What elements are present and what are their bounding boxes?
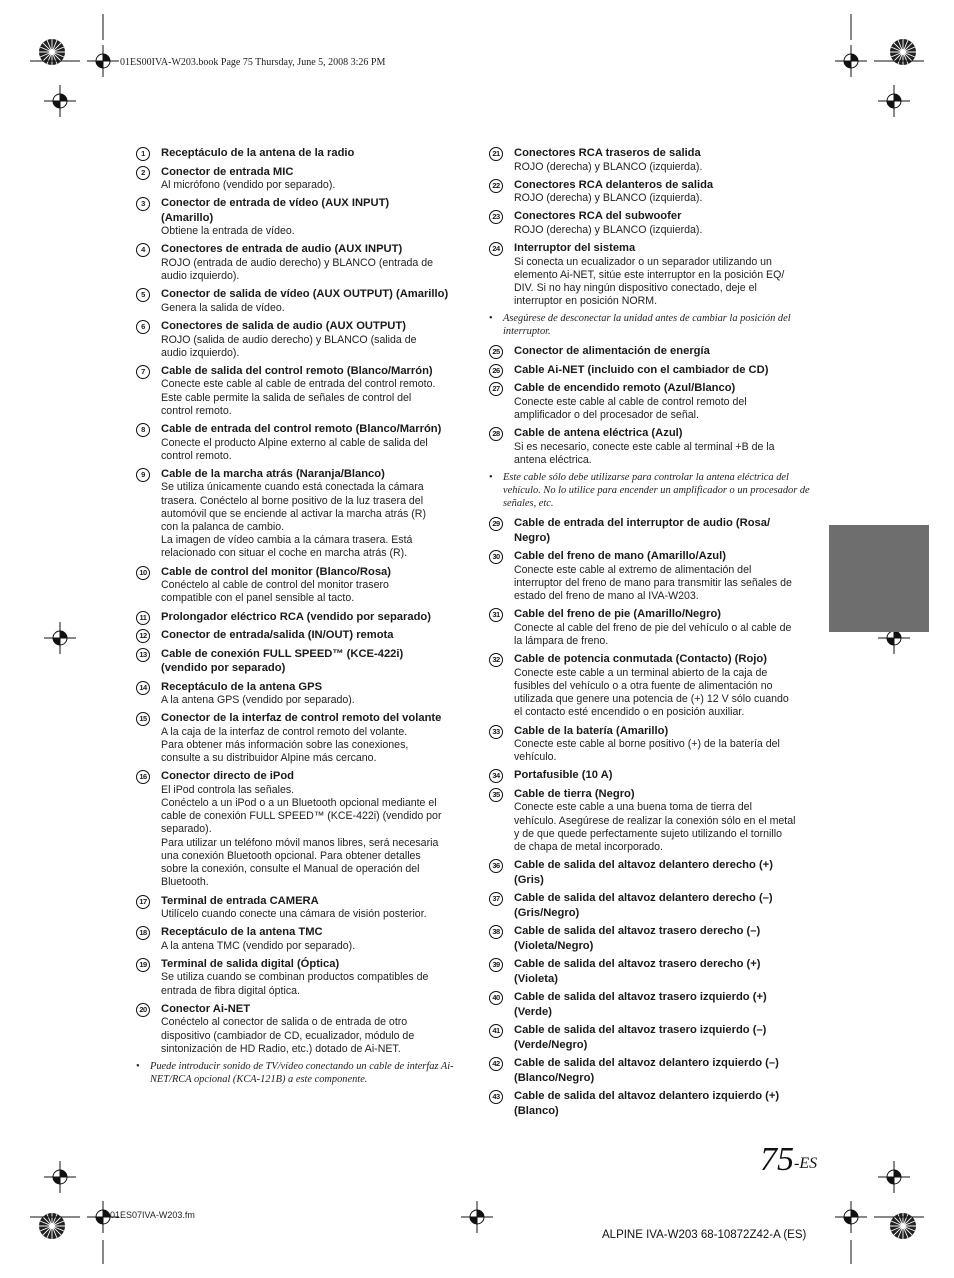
page-number: 75 [760, 1141, 794, 1178]
list-item [136, 565, 466, 606]
note-bullet: • [489, 472, 493, 484]
list-item [489, 241, 819, 308]
item-number-badge: 40 [489, 991, 503, 1005]
item-title: Conector de entrada/salida (IN/OUT) remota [161, 629, 394, 642]
item-number-badge: 25 [489, 345, 503, 359]
item-title: Cable de potencia conmutada (Contacto) (Rojo) [514, 653, 767, 666]
list-item [136, 319, 466, 360]
item-title: Cable de salida del altavoz trasero izquierdo (+) (Verde) [514, 991, 767, 1018]
item-number-badge: 6 [136, 320, 150, 334]
item-description: ROJO (salida de audio derecho) y BLANCO (salida de audio izquierdo). [161, 333, 417, 359]
item-description: ROJO (derecha) y BLANCO (izquierda). [514, 223, 703, 236]
item-title: Portafusible (10 A) [514, 769, 613, 782]
item-title: Receptáculo de la antena GPS [161, 680, 323, 693]
item-number-badge: 27 [489, 382, 503, 396]
list-item [136, 242, 466, 283]
item-title: Cable del freno de mano (Amarillo/Azul) [514, 550, 726, 563]
list-item [489, 990, 819, 1019]
item-number-badge: 24 [489, 242, 503, 256]
item-title: Receptáculo de la antena TMC [161, 926, 323, 939]
item-title: Cable de antena eléctrica (Azul) [514, 427, 683, 440]
list-item [489, 768, 819, 783]
left-column [136, 146, 466, 1092]
list-item [136, 146, 466, 161]
list-item [136, 422, 466, 463]
item-title: Cable de salida del control remoto (Blanco/Marrón) [161, 364, 433, 377]
item-number-badge: 30 [489, 550, 503, 564]
item-number-badge: 28 [489, 427, 503, 441]
item-number-badge: 16 [136, 770, 150, 784]
item-title: Cable de entrada del interruptor de audio (Rosa/ Negro) [514, 517, 771, 544]
list-item [136, 711, 466, 765]
item-number-badge: 20 [136, 1003, 150, 1017]
item-number-badge: 11 [136, 611, 150, 625]
item-number-badge: 2 [136, 166, 150, 180]
item-title: Cable de encendido remoto (Azul/Blanco) [514, 382, 736, 395]
list-item [489, 891, 819, 920]
item-description: Conéctelo al cable de control del monitor trasero compatible con el panel sensible al tacto. [161, 579, 389, 605]
item-title: Cable de salida del altavoz trasero derecho (–) (Violeta/Negro) [514, 925, 761, 952]
item-description: El iPod controla las señales. Conéctelo a un iPod o a un Bluetooth opcional mediante el cable de conexión FULL SPEED™ (KCE-422i) (vendido por separado). Para utilizar un teléfono móvil manos libres, será necesaria una conexión Bluetooth opcional. Para obtener detalles sobre la conexión, consulte el Manual de operación del Bluetooth. [161, 783, 442, 889]
book-header-line: 01ES00IVA-W203.book Page 75 Thursday, June 5, 2008 3:26 PM [120, 57, 386, 68]
list-item [489, 957, 819, 986]
item-description: Al micrófono (vendido por separado). [161, 179, 336, 191]
item-number-badge: 17 [136, 895, 150, 909]
note-bullet: • [489, 313, 493, 325]
item-title: Cable de salida del altavoz delantero izquierdo (–) (Blanco/Negro) [514, 1057, 779, 1084]
item-number-badge: 34 [489, 769, 503, 783]
item-title: Cable de tierra (Negro) [514, 787, 635, 800]
item-title: Conector Ai-NET [161, 1002, 251, 1015]
item-description: Conecte este cable al extremo de alimentación del interruptor del freno de mano para transmitir las señales de estado del freno de mano al IVA-W203. [514, 563, 792, 603]
item-number-badge: 22 [489, 179, 503, 193]
list-item [489, 924, 819, 953]
list-item [489, 381, 819, 422]
item-title: Conectores de entrada de audio (AUX INPUT) [161, 243, 403, 256]
item-title: Cable Ai-NET (incluido con el cambiador de CD) [514, 363, 769, 376]
item-number-badge: 13 [136, 648, 150, 662]
list-item [489, 787, 819, 854]
item-title: Cable del freno de pie (Amarillo/Negro) [514, 608, 722, 621]
item-number-badge: 12 [136, 629, 150, 643]
right-column [489, 146, 819, 1122]
item-number-badge: 1 [136, 147, 150, 161]
page-suffix: -ES [794, 1155, 818, 1172]
item-title: Cable de conexión FULL SPEED™ (KCE-422i) (vendido por separado) [161, 647, 404, 675]
item-description: Conecte al cable del freno de pie del vehículo o al cable de la lámpara de freno. [514, 621, 792, 648]
footer-model-line: ALPINE IVA-W203 68-10872Z42-A (ES) [602, 1229, 807, 1241]
list-item [136, 957, 466, 998]
right-note-1-text: Asegúrese de desconectar la unidad antes de cambiar la posición del interruptor. [503, 313, 791, 338]
fm-file-label: 01ES07IVA-W203.fm [110, 1210, 195, 1220]
list-item [489, 178, 819, 206]
item-title: Cable de la batería (Amarillo) [514, 724, 669, 737]
item-description: Si conecta un ecualizador o un separador utilizando un elemento Ai-NET, sitúe este interruptor en la posición EQ/ DIV. Si no hay ningún dispositivo conectado, deje el interruptor en posición NORM. [514, 255, 785, 308]
list-item [489, 607, 819, 648]
list-item [136, 628, 466, 643]
item-title: Conectores de salida de audio (AUX OUTPUT) [161, 320, 406, 333]
list-item [489, 516, 819, 545]
list-item [489, 146, 819, 174]
item-description: Se utiliza cuando se combinan productos compatibles de entrada de fibra digital óptica. [161, 971, 429, 997]
item-title: Terminal de entrada CAMERA [161, 894, 319, 907]
list-item [489, 363, 819, 378]
item-number-badge: 10 [136, 566, 150, 580]
item-title: Cable de salida del altavoz delantero derecho (+) (Gris) [514, 859, 773, 886]
item-title: Cable de control del monitor (Blanco/Rosa) [161, 565, 391, 578]
item-title: Conector de entrada de vídeo (AUX INPUT) (Amarillo) [161, 197, 390, 224]
item-description: A la caja de la interfaz de control remoto del volante. Para obtener más información sobre las conexiones, consulte a su distribuidor Alpine más cercano. [161, 725, 409, 765]
item-description: Genera la salida de vídeo. [161, 301, 285, 314]
item-number-badge: 41 [489, 1024, 503, 1038]
right-item-list-c [489, 516, 819, 1118]
item-description: Obtiene la entrada de vídeo. [161, 225, 295, 238]
item-description: Si es necesario, conecte este cable al terminal +B de la antena eléctrica. [514, 440, 775, 467]
item-title: Interruptor del sistema [514, 242, 636, 255]
item-description: Conecte este cable a una buena toma de tierra del vehículo. Asegúrese de realizar la conexión sólo en el metal y de que quede perfectamente sujeto utilizando el tornillo de chapa de metal incorporado. [514, 801, 796, 854]
item-number-badge: 43 [489, 1090, 503, 1104]
item-number-badge: 33 [489, 725, 503, 739]
item-number-badge: 14 [136, 681, 150, 695]
list-item [136, 769, 466, 889]
item-title: Conector de entrada MIC [161, 165, 294, 178]
item-description: Conecte este cable al borne positivo (+) de la batería del vehículo. [514, 738, 780, 764]
item-title: Receptáculo de la antena de la radio [161, 147, 355, 159]
list-item [136, 1002, 466, 1056]
list-item [489, 652, 819, 719]
item-title: Cable de salida del altavoz trasero izquierdo (–) (Verde/Negro) [514, 1024, 767, 1051]
list-item [489, 1089, 819, 1118]
list-item [489, 209, 819, 237]
item-number-badge: 29 [489, 517, 503, 531]
item-number-badge: 8 [136, 423, 150, 437]
list-item [136, 165, 466, 193]
item-number-badge: 35 [489, 788, 503, 802]
right-item-list-b [489, 344, 819, 467]
list-item [489, 858, 819, 887]
item-number-badge: 19 [136, 958, 150, 972]
list-item [136, 287, 466, 315]
item-number-badge: 39 [489, 958, 503, 972]
item-number-badge: 7 [136, 365, 150, 379]
item-description: Utilícelo cuando conecte una cámara de visión posterior. [161, 908, 427, 920]
item-number-badge: 37 [489, 892, 503, 906]
item-title: Conectores RCA traseros de salida [514, 147, 701, 159]
right-note-1 [489, 312, 819, 338]
item-description: Conecte este cable a un terminal abierto de la caja de fusibles del vehículo o a otra fuente de alimentación no utilizada que genere una potencia de (+) 12 V sólo cuando el contacto esté encendido o en posición auxiliar. [514, 666, 789, 719]
item-description: Conecte este cable al cable de control remoto del amplificador o del procesador de señal. [514, 395, 747, 422]
item-title: Prolongador eléctrico RCA (vendido por separado) [161, 610, 431, 623]
list-item [136, 925, 466, 953]
item-title: Conector de salida de vídeo (AUX OUTPUT) (Amarillo) [161, 288, 449, 301]
list-item [489, 426, 819, 467]
item-number-badge: 15 [136, 712, 150, 726]
item-number-badge: 4 [136, 243, 150, 257]
item-number-badge: 38 [489, 925, 503, 939]
list-item [136, 467, 466, 561]
left-note [136, 1060, 466, 1086]
item-number-badge: 3 [136, 197, 150, 211]
item-description: Conecte el producto Alpine externo al cable de salida del control remoto. [161, 436, 428, 462]
list-item [489, 344, 819, 359]
item-number-badge: 9 [136, 468, 150, 482]
item-number-badge: 5 [136, 288, 150, 302]
item-title: Conector directo de iPod [161, 770, 295, 783]
list-item [489, 724, 819, 765]
list-item [136, 647, 466, 676]
list-item [489, 1056, 819, 1085]
item-description: Conecte este cable al cable de entrada del control remoto. Este cable permite la salida de señales de control del control remoto. [161, 378, 436, 417]
item-description: ROJO (derecha) y BLANCO (izquierda). [514, 192, 703, 205]
item-number-badge: 26 [489, 364, 503, 378]
list-item [489, 1023, 819, 1052]
list-item [136, 610, 466, 625]
right-item-list-a [489, 146, 819, 308]
left-note-text: Puede introducir sonido de TV/vídeo conectando un cable de interfaz Ai-NET/RCA opcional (KCA-121B) a este componente. [150, 1060, 454, 1085]
left-item-list [136, 146, 466, 1056]
item-number-badge: 32 [489, 653, 503, 667]
item-description: A la antena GPS (vendido por separado). [161, 694, 355, 707]
item-title: Terminal de salida digital (Óptica) [161, 957, 340, 970]
list-item [136, 894, 466, 922]
item-description: Se utiliza únicamente cuando está conectada la cámara trasera. Conéctelo al borne positivo de la luz trasera del automóvil que se enciende al activar la marcha atrás (R) con la palanca de cambio. La imagen de vídeo cambia a la cámara trasera. Está relacionado con situar el coche en marcha atrás (R). [161, 481, 426, 560]
item-description: Conéctelo al conector de salida o de entrada de otro dispositivo (cambiador de CD, ecualizador, módulo de sintonización de HD Radio, etc.) dotado de Ai-NET. [161, 1016, 415, 1055]
item-number-badge: 23 [489, 210, 503, 224]
item-title: Cable de salida del altavoz trasero derecho (+) (Violeta) [514, 958, 761, 985]
list-item [136, 680, 466, 708]
right-note-2 [489, 471, 819, 510]
item-number-badge: 42 [489, 1057, 503, 1071]
item-title: Cable de entrada del control remoto (Blanco/Marrón) [161, 423, 442, 436]
item-description: ROJO (entrada de audio derecho) y BLANCO (entrada de audio izquierdo). [161, 256, 434, 283]
section-tab [829, 525, 929, 632]
note-bullet: • [136, 1060, 140, 1072]
item-number-badge: 18 [136, 926, 150, 940]
item-number-badge: 21 [489, 147, 503, 161]
item-title: Cable de salida del altavoz delantero derecho (–) (Gris/Negro) [514, 892, 773, 919]
item-number-badge: 31 [489, 608, 503, 622]
item-title: Conectores RCA del subwoofer [514, 210, 682, 223]
right-note-2-text: Este cable sólo debe utilizarse para controlar la antena eléctrica del vehículo. No lo utilice para encender un amplificador o un procesador de señales, etc. [503, 472, 810, 510]
item-title: Conector de la interfaz de control remoto del volante [161, 712, 442, 725]
item-title: Cable de salida del altavoz delantero izquierdo (+) (Blanco) [514, 1090, 780, 1117]
item-title: Conectores RCA delanteros de salida [514, 178, 714, 191]
item-number-badge: 36 [489, 859, 503, 873]
list-item [489, 549, 819, 603]
item-description: A la antena TMC (vendido por separado). [161, 939, 356, 952]
item-description: ROJO (derecha) y BLANCO (izquierda). [514, 160, 703, 173]
list-item [136, 196, 466, 238]
list-item [136, 364, 466, 418]
item-title: Cable de la marcha atrás (Naranja/Blanco) [161, 467, 385, 480]
item-title: Conector de alimentación de energía [514, 345, 710, 358]
